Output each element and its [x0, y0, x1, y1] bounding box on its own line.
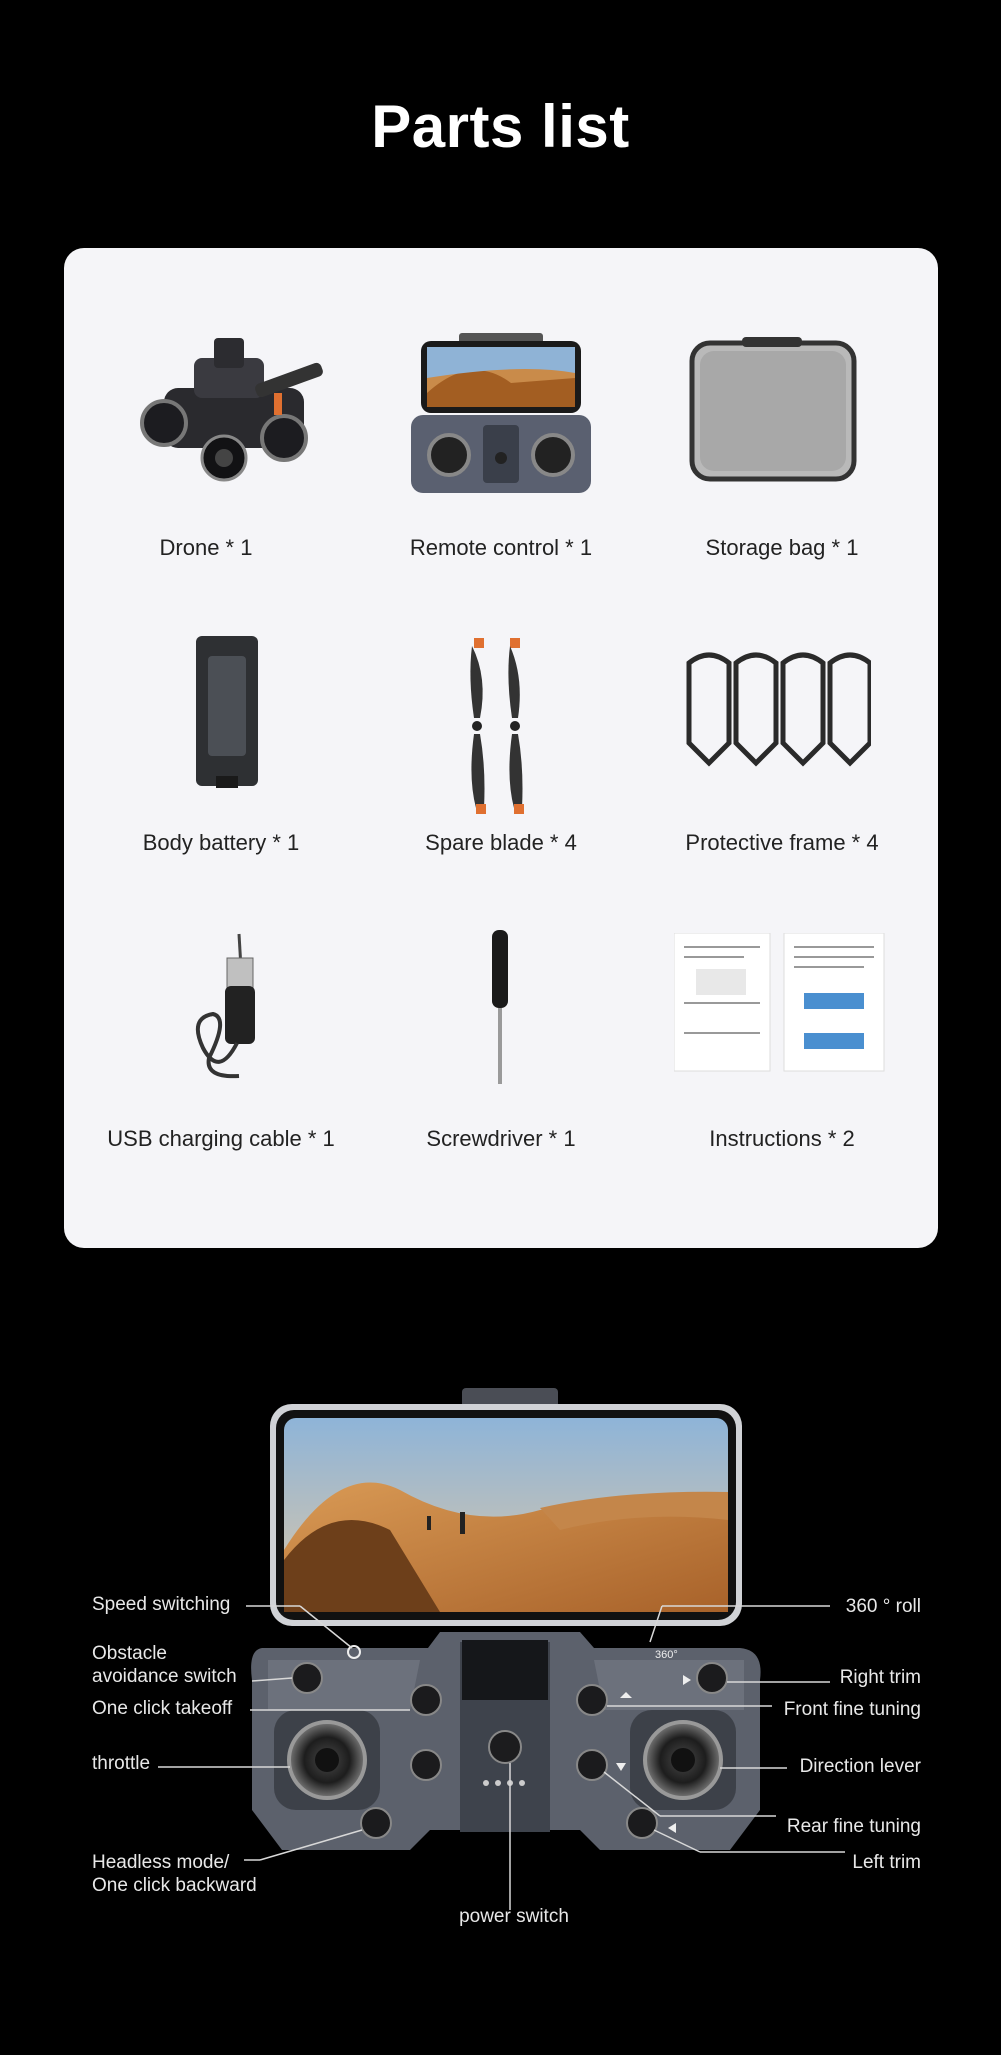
label-one-click-takeoff: One click takeoff: [92, 1698, 233, 1719]
label-headless-line1: Headless mode/: [92, 1852, 230, 1873]
part-label-protective-frame: Protective frame * 4: [685, 830, 879, 855]
propeller-blade-icon: [462, 638, 532, 818]
part-label-storage-bag: Storage bag * 1: [705, 535, 859, 560]
page-title: Parts list: [371, 93, 630, 160]
screwdriver-icon: [485, 928, 515, 1088]
protective-frame-icon: [681, 643, 871, 773]
usb-cable-icon: [179, 928, 279, 1088]
parts-card: [64, 248, 938, 1248]
label-headless-line2: One click backward: [92, 1875, 257, 1896]
label-power-switch: power switch: [459, 1906, 569, 1927]
label-front-fine-tuning: Front fine tuning: [783, 1699, 921, 1720]
roll-badge: 360°: [655, 1649, 678, 1661]
part-label-remote-control: Remote control * 1: [409, 535, 593, 560]
part-label-body-battery: Body battery * 1: [142, 830, 300, 855]
label-obstacle-line2: avoidance switch: [92, 1666, 237, 1687]
part-label-usb-charging-cable: USB charging cable * 1: [107, 1126, 335, 1151]
part-label-drone: Drone * 1: [159, 535, 253, 560]
battery-icon: [186, 626, 266, 796]
instruction-sheet-icon: [674, 933, 886, 1073]
part-label-screwdriver: Screwdriver * 1: [426, 1126, 576, 1151]
part-label-spare-blade: Spare blade * 4: [425, 830, 577, 855]
label-throttle: throttle: [92, 1753, 151, 1774]
label-direction-lever: Direction lever: [799, 1756, 921, 1777]
storage-bag-icon: [682, 333, 862, 493]
label-right-trim: Right trim: [839, 1667, 921, 1688]
label-obstacle-line1: Obstacle: [92, 1643, 167, 1664]
part-label-instructions: Instructions * 2: [709, 1126, 855, 1151]
label-rear-fine-tuning: Rear fine tuning: [786, 1816, 921, 1837]
drone-icon: [124, 318, 344, 518]
label-left-trim: Left trim: [852, 1852, 921, 1873]
label-speed-switching: Speed switching: [92, 1594, 231, 1615]
remote-control-icon: [401, 333, 601, 503]
label-360-roll: 360 ° roll: [845, 1596, 921, 1617]
